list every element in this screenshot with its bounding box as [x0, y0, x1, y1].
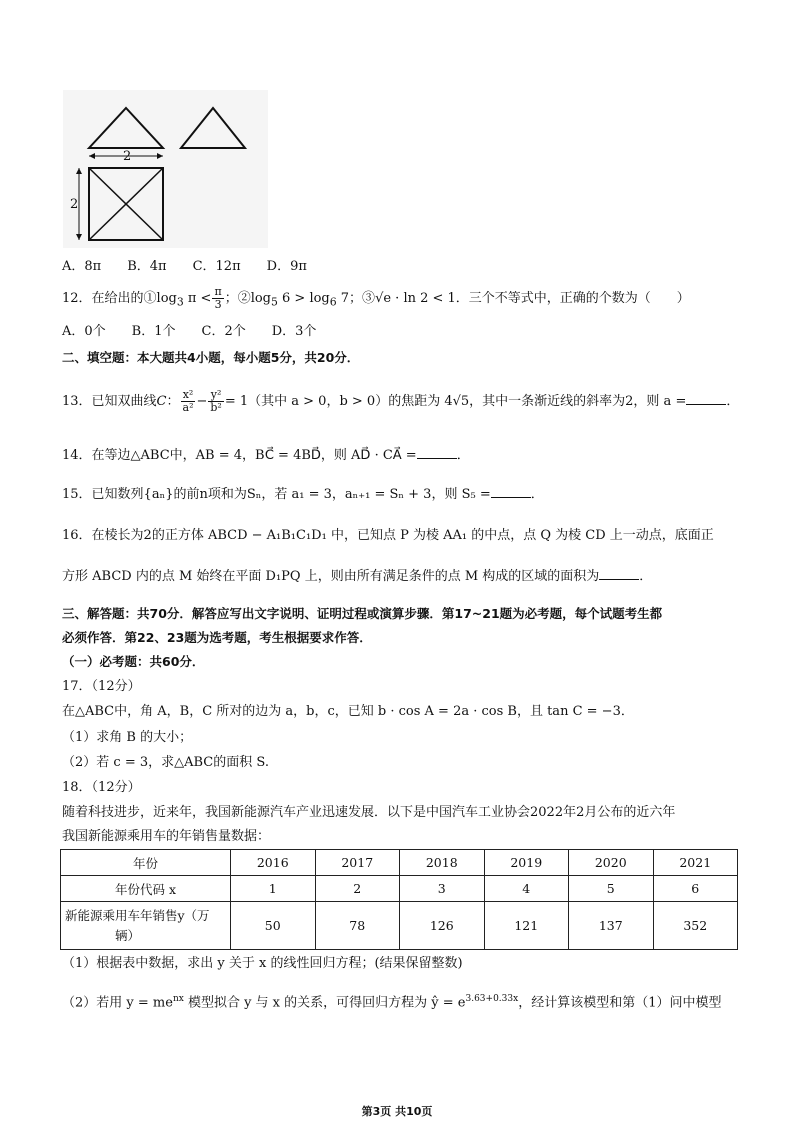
- q14-question: 14．在等边△ABC中，AB = 4，BC⃗ = 4BD⃗，则 AD⃗ · CA⃗ = ．: [62, 448, 470, 463]
- section3-line1: 三、解答题：共70分．解答应写出文字说明、证明过程或演算步骤．第17~21题为必考题，每个试题考生都: [62, 606, 663, 621]
- q11-option-d: D．9π: [266, 259, 307, 274]
- table-cell: 6: [653, 876, 738, 902]
- table-cell: 新能源乘用车年销售y（万 辆）: [61, 902, 231, 950]
- answer-blank: [686, 392, 726, 405]
- table-row: [61, 876, 738, 902]
- q18-head: 18．（12分）: [62, 780, 141, 795]
- q12-question: 12．在给出的$①\log_3$ π < $\frac{\pi}{3}$ ；$②\log_5$ $6 > \log_6 7$；③√e · ln 2 < 1．三个不等式中，正确的个数为（ ）: [62, 285, 690, 311]
- table-cell: 2017: [315, 850, 400, 876]
- table-cell: 3: [400, 876, 485, 902]
- table-row: [61, 902, 738, 950]
- q12-option-b: B．1个: [131, 324, 176, 339]
- q11-option-c: C．12π: [192, 259, 241, 274]
- three-view-drawing: [63, 90, 268, 248]
- q12-option-d: D．3个: [271, 324, 317, 339]
- answer-blank: [417, 446, 457, 459]
- q17-head: 17．（12分）: [62, 679, 141, 694]
- section2-title: 二、填空题：本大题共4小题，每小题5分，共20分．: [62, 350, 360, 365]
- table-cell: 2018: [400, 850, 485, 876]
- page-footer: 第3页 共10页: [361, 1105, 433, 1118]
- pi-over-3-fraction: $\frac{\pi}{3}$: [214, 285, 222, 311]
- x-squared-over-a-squared: $\frac{\text{x²}}{\text{a²}}$: [182, 388, 194, 414]
- q15-question: 15．已知数列{aₙ}的前n项和为Sₙ，若 a₁ = 3，aₙ₊₁ = Sₙ + 3，则 S₅ = ．: [62, 487, 544, 502]
- table-row: [61, 850, 738, 876]
- table-cell: 1: [231, 876, 316, 902]
- section3-line2: 必须作答．第22、23题为选考题，考生根据要求作答．: [62, 630, 372, 645]
- q18-part2: （2）若用 $y = me^{nx}$ 模型拟合 y 与 x 的关系，可得回归方程为 ŷ = $e^{3.63+0.33x}$，经计算该模型和第（1）问中模型: [62, 994, 722, 1011]
- q12-options: [62, 323, 342, 341]
- dimension-label-side: 2: [70, 197, 79, 212]
- y-squared-over-b-squared: $\frac{\text{y²}}{\text{b²}}$: [210, 388, 222, 414]
- answer-blank: [491, 485, 531, 498]
- q17-part2: （2）若 c = 3，求△ABC的面积 S.: [62, 755, 269, 770]
- table-cell: 50: [231, 902, 316, 950]
- q11-options: [62, 258, 333, 276]
- q17-body: 在△ABC中，角 A，B，C 所对的边为 a，b，c，已知 b · cos A = 2a · cos B，且 tan C = −3．: [62, 704, 634, 719]
- q11-option-a: A．8π: [62, 259, 102, 274]
- q12-option-c: C．2个: [201, 324, 246, 339]
- q12-option-a: A．0个: [62, 324, 106, 339]
- q13-question: 13．已知双曲线C： $\frac{\text{x²}}{\text{a²}}$ − $\frac{\text{y²}}{\text{b²}}$ = 1（其中 a > 0，b > 0）的焦距为 4√5，其中一条渐近线的斜率为2，则 a = ．: [62, 388, 740, 414]
- answer-blank: [599, 567, 639, 580]
- table-cell: 121: [484, 902, 569, 950]
- q11-option-b: B．4π: [127, 259, 167, 274]
- table-cell: 2020: [569, 850, 654, 876]
- table-cell: 2019: [484, 850, 569, 876]
- front-view-triangle: [89, 108, 163, 148]
- q16-line1: 16．在棱长为2的正方体 ABCD − A₁B₁C₁D₁ 中，已知点 P 为棱 AA₁ 的中点，点 Q 为棱 CD 上一动点，底面正: [62, 528, 714, 543]
- table-cell: 2: [315, 876, 400, 902]
- section3-sub: （一）必考题：共60分．: [62, 654, 205, 669]
- table-cell: 5: [569, 876, 654, 902]
- table-cell: 126: [400, 902, 485, 950]
- side-view-triangle: [181, 108, 245, 148]
- table-cell: 137: [569, 902, 654, 950]
- table-cell: 2021: [653, 850, 738, 876]
- dimension-label-top: 2: [123, 149, 132, 164]
- sales-data-table: [60, 849, 738, 950]
- table-cell: 年份代码 x: [61, 876, 231, 902]
- q16-line2: 方形 ABCD 内的点 M 始终在平面 D₁PQ 上，则由所有满足条件的点 M 构成的区域的面积为 ．: [62, 569, 653, 584]
- table-cell: 78: [315, 902, 400, 950]
- q18-part1: （1）根据表中数据，求出 y 关于 x 的线性回归方程；(结果保留整数): [62, 956, 463, 971]
- q18-intro2: 我国新能源乘用车的年销售量数据：: [62, 829, 271, 844]
- q18-intro1: 随着科技进步，近来年，我国新能源汽车产业迅速发展．以下是中国汽车工业协会2022年2月公布的近六年: [62, 805, 676, 820]
- table-cell: 年份: [61, 850, 231, 876]
- table-cell: 352: [653, 902, 738, 950]
- three-view-figure: [63, 90, 268, 248]
- table-cell: 4: [484, 876, 569, 902]
- table-cell: 2016: [231, 850, 316, 876]
- q17-part1: （1）求角 B 的大小；: [62, 730, 193, 745]
